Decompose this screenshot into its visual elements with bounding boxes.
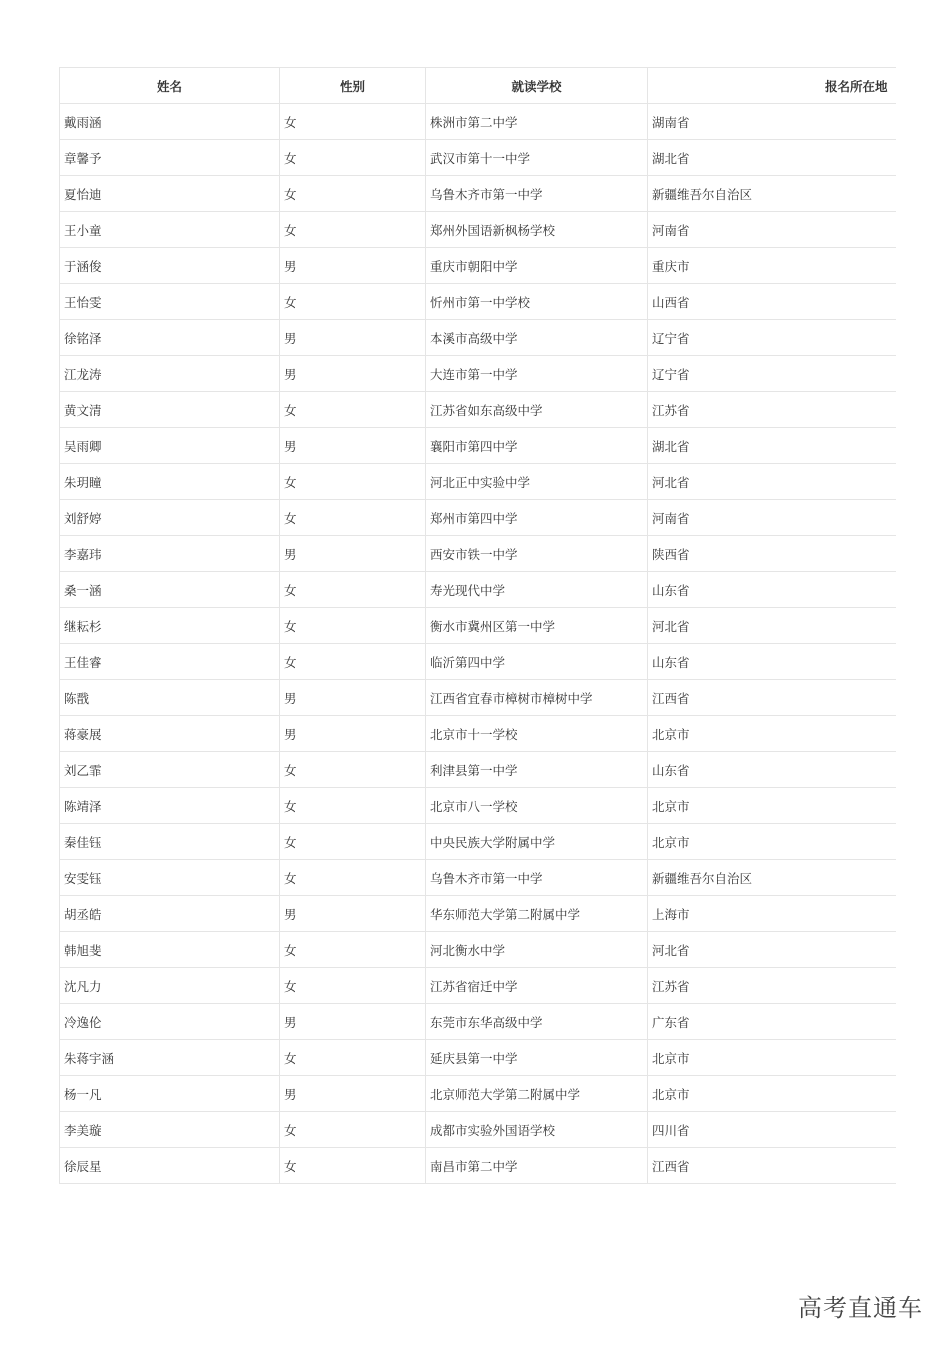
table-row	[60, 464, 896, 500]
cell-name: 夏怡迪	[60, 176, 280, 212]
cell-gender: 男	[280, 536, 426, 572]
table-row	[60, 680, 896, 716]
cell-region: 北京市	[648, 1040, 896, 1076]
cell-name: 王佳睿	[60, 644, 280, 680]
cell-school: 河北衡水中学	[426, 932, 648, 968]
cell-school: 华东师范大学第二附属中学	[426, 896, 648, 932]
cell-school: 延庆县第一中学	[426, 1040, 648, 1076]
cell-gender: 男	[280, 320, 426, 356]
table-row	[60, 320, 896, 356]
cell-school: 临沂第四中学	[426, 644, 648, 680]
table-row	[60, 1112, 896, 1148]
table-row	[60, 644, 896, 680]
cell-region: 山西省	[648, 284, 896, 320]
cell-region: 山东省	[648, 572, 896, 608]
cell-gender: 女	[280, 500, 426, 536]
table-row	[60, 356, 896, 392]
cell-name: 蒋豪展	[60, 716, 280, 752]
table-row	[60, 284, 896, 320]
cell-school: 江苏省如东高级中学	[426, 392, 648, 428]
cell-school: 南昌市第二中学	[426, 1148, 648, 1184]
cell-school: 乌鲁木齐市第一中学	[426, 176, 648, 212]
cell-name: 李美璇	[60, 1112, 280, 1148]
cell-name: 朱玥瞳	[60, 464, 280, 500]
cell-region: 湖南省	[648, 104, 896, 140]
cell-region: 新疆维吾尔自治区	[648, 860, 896, 896]
table-row	[60, 500, 896, 536]
cell-school: 北京市八一学校	[426, 788, 648, 824]
cell-name: 徐辰星	[60, 1148, 280, 1184]
table-row	[60, 1148, 896, 1184]
cell-school: 乌鲁木齐市第一中学	[426, 860, 648, 896]
cell-gender: 女	[280, 1112, 426, 1148]
table-row	[60, 1040, 896, 1076]
cell-name: 陈靖泽	[60, 788, 280, 824]
cell-gender: 女	[280, 932, 426, 968]
cell-school: 北京市十一学校	[426, 716, 648, 752]
cell-school: 襄阳市第四中学	[426, 428, 648, 464]
table-row	[60, 572, 896, 608]
cell-region: 辽宁省	[648, 356, 896, 392]
cell-region: 河北省	[648, 608, 896, 644]
cell-school: 株洲市第二中学	[426, 104, 648, 140]
cell-name: 徐铭泽	[60, 320, 280, 356]
cell-region: 江苏省	[648, 968, 896, 1004]
cell-name: 王怡雯	[60, 284, 280, 320]
watermark-text: 高考直通车	[798, 1294, 923, 1322]
cell-gender: 男	[280, 1076, 426, 1112]
cell-school: 大连市第一中学	[426, 356, 648, 392]
cell-gender: 女	[280, 464, 426, 500]
cell-region: 陕西省	[648, 536, 896, 572]
table-row	[60, 428, 896, 464]
cell-gender: 男	[280, 716, 426, 752]
cell-name: 桑一涵	[60, 572, 280, 608]
table-row	[60, 392, 896, 428]
cell-region: 河南省	[648, 212, 896, 248]
table-row	[60, 896, 896, 932]
cell-region: 四川省	[648, 1112, 896, 1148]
cell-gender: 女	[280, 176, 426, 212]
cell-gender: 女	[280, 140, 426, 176]
cell-school: 寿光现代中学	[426, 572, 648, 608]
cell-name: 章馨予	[60, 140, 280, 176]
cell-name: 吴雨卿	[60, 428, 280, 464]
table-row	[60, 176, 896, 212]
cell-school: 江西省宜春市樟树市樟树中学	[426, 680, 648, 716]
table-header-row	[60, 68, 896, 104]
cell-gender: 男	[280, 680, 426, 716]
header-region: 报名所在地	[648, 68, 896, 104]
cell-gender: 男	[280, 1004, 426, 1040]
cell-name: 戴雨涵	[60, 104, 280, 140]
cell-name: 黄文清	[60, 392, 280, 428]
cell-school: 重庆市朝阳中学	[426, 248, 648, 284]
cell-region: 新疆维吾尔自治区	[648, 176, 896, 212]
cell-name: 于涵俊	[60, 248, 280, 284]
cell-gender: 女	[280, 104, 426, 140]
roster-table	[59, 67, 896, 1184]
cell-name: 继耘杉	[60, 608, 280, 644]
cell-name: 胡丞皓	[60, 896, 280, 932]
cell-school: 衡水市冀州区第一中学	[426, 608, 648, 644]
header-name: 姓名	[60, 68, 280, 104]
table-row	[60, 104, 896, 140]
cell-name: 江龙涛	[60, 356, 280, 392]
header-gender: 性别	[280, 68, 426, 104]
cell-gender: 男	[280, 428, 426, 464]
table-row	[60, 860, 896, 896]
cell-school: 成都市实验外国语学校	[426, 1112, 648, 1148]
header-school: 就读学校	[426, 68, 648, 104]
table-row	[60, 140, 896, 176]
cell-name: 安雯钰	[60, 860, 280, 896]
table-row	[60, 608, 896, 644]
cell-gender: 女	[280, 1148, 426, 1184]
cell-gender: 女	[280, 824, 426, 860]
cell-name: 韩旭斐	[60, 932, 280, 968]
cell-gender: 女	[280, 968, 426, 1004]
table-row	[60, 968, 896, 1004]
table-row	[60, 1004, 896, 1040]
cell-name: 李嘉玮	[60, 536, 280, 572]
cell-name: 沈凡力	[60, 968, 280, 1004]
cell-region: 重庆市	[648, 248, 896, 284]
cell-region: 江西省	[648, 680, 896, 716]
cell-region: 山东省	[648, 644, 896, 680]
cell-region: 北京市	[648, 788, 896, 824]
cell-gender: 女	[280, 284, 426, 320]
cell-gender: 女	[280, 644, 426, 680]
table-row	[60, 248, 896, 284]
cell-gender: 女	[280, 392, 426, 428]
cell-region: 北京市	[648, 824, 896, 860]
cell-name: 秦佳钰	[60, 824, 280, 860]
cell-region: 湖北省	[648, 428, 896, 464]
cell-region: 北京市	[648, 716, 896, 752]
roster-table-container	[59, 67, 895, 1184]
table-row	[60, 824, 896, 860]
cell-gender: 男	[280, 356, 426, 392]
cell-region: 辽宁省	[648, 320, 896, 356]
cell-region: 江苏省	[648, 392, 896, 428]
table-row	[60, 536, 896, 572]
cell-school: 河北正中实验中学	[426, 464, 648, 500]
cell-school: 本溪市高级中学	[426, 320, 648, 356]
table-row	[60, 1076, 896, 1112]
cell-school: 西安市铁一中学	[426, 536, 648, 572]
cell-name: 朱蒋宇涵	[60, 1040, 280, 1076]
table-row	[60, 212, 896, 248]
cell-gender: 女	[280, 860, 426, 896]
cell-name: 王小童	[60, 212, 280, 248]
cell-region: 北京市	[648, 1076, 896, 1112]
cell-name: 刘乙霏	[60, 752, 280, 788]
cell-region: 上海市	[648, 896, 896, 932]
cell-school: 忻州市第一中学校	[426, 284, 648, 320]
cell-gender: 女	[280, 572, 426, 608]
table-row	[60, 788, 896, 824]
cell-region: 江西省	[648, 1148, 896, 1184]
cell-school: 郑州市第四中学	[426, 500, 648, 536]
table-row	[60, 752, 896, 788]
cell-school: 郑州外国语新枫杨学校	[426, 212, 648, 248]
cell-school: 北京师范大学第二附属中学	[426, 1076, 648, 1112]
cell-region: 河北省	[648, 932, 896, 968]
cell-region: 湖北省	[648, 140, 896, 176]
cell-gender: 女	[280, 752, 426, 788]
cell-gender: 女	[280, 1040, 426, 1076]
cell-school: 中央民族大学附属中学	[426, 824, 648, 860]
cell-school: 利津县第一中学	[426, 752, 648, 788]
cell-name: 刘舒婷	[60, 500, 280, 536]
table-row	[60, 932, 896, 968]
cell-gender: 女	[280, 212, 426, 248]
cell-region: 山东省	[648, 752, 896, 788]
table-row	[60, 716, 896, 752]
cell-gender: 女	[280, 788, 426, 824]
cell-name: 冷逸伦	[60, 1004, 280, 1040]
cell-school: 东莞市东华高级中学	[426, 1004, 648, 1040]
cell-school: 江苏省宿迁中学	[426, 968, 648, 1004]
cell-name: 杨一凡	[60, 1076, 280, 1112]
cell-region: 河南省	[648, 500, 896, 536]
cell-name: 陈戬	[60, 680, 280, 716]
cell-gender: 女	[280, 608, 426, 644]
cell-region: 河北省	[648, 464, 896, 500]
cell-gender: 男	[280, 248, 426, 284]
cell-region: 广东省	[648, 1004, 896, 1040]
cell-gender: 男	[280, 896, 426, 932]
cell-school: 武汉市第十一中学	[426, 140, 648, 176]
